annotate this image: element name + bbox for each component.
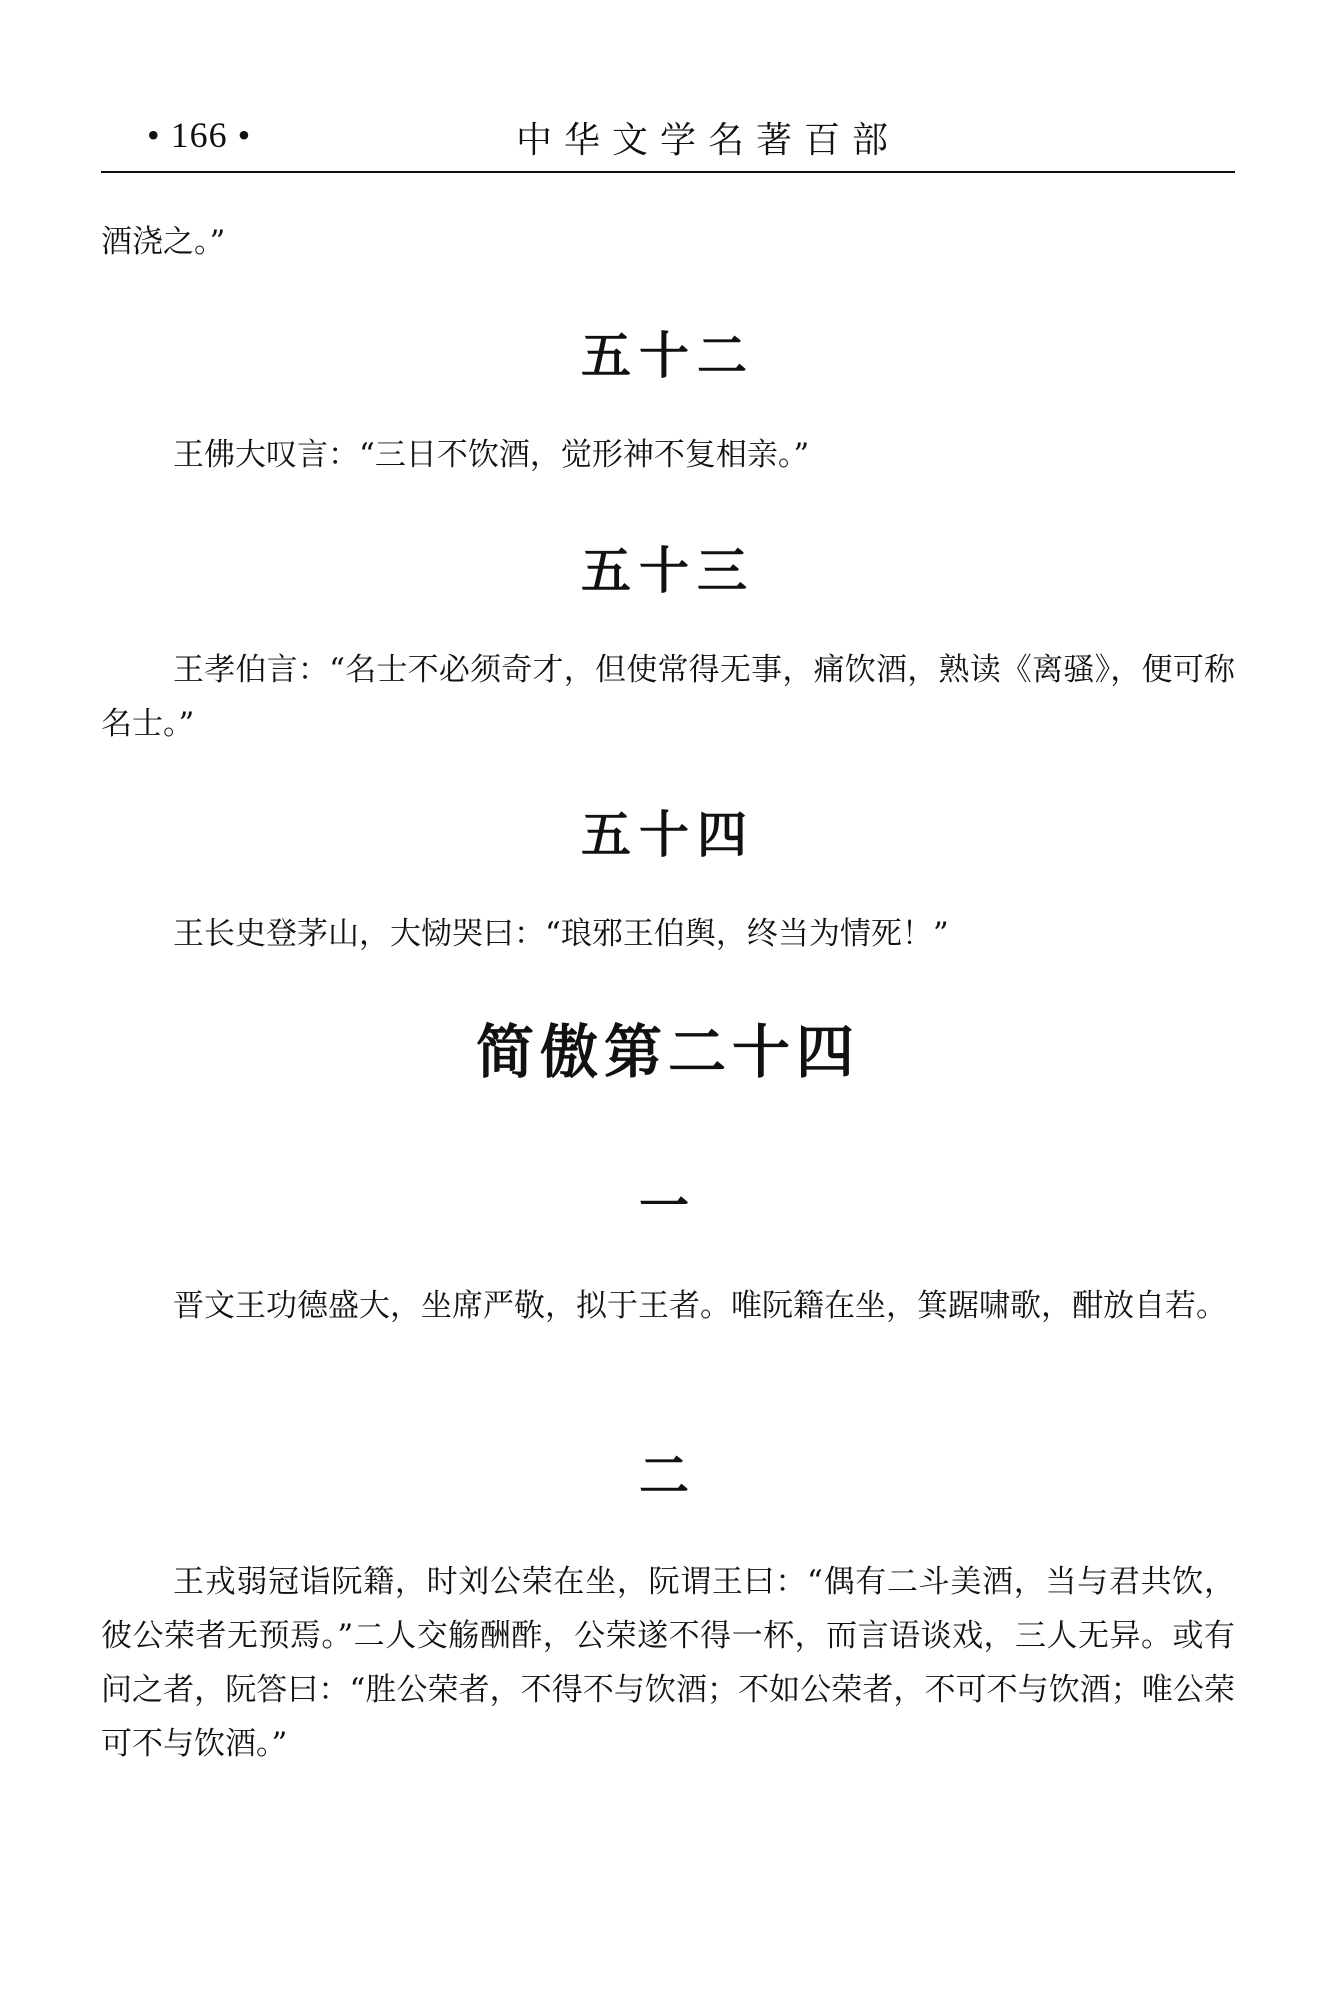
section-paragraph: 晋文王功德盛大，坐席严敬，拟于王者。唯阮籍在坐，箕踞啸歌，酣放自若。 bbox=[173, 1288, 1227, 1324]
running-title: 中华文学名著百部 bbox=[516, 120, 901, 161]
chapter-title: 简傲第二十四 bbox=[475, 1018, 860, 1086]
section-body bbox=[101, 1279, 1235, 1333]
section-body bbox=[101, 643, 1235, 751]
section-paragraph: 王佛大叹言：“三日不饮酒，觉形神不复相亲。” bbox=[173, 437, 810, 473]
page-header bbox=[101, 108, 1235, 170]
section-heading: 一 bbox=[639, 1177, 697, 1235]
section-heading: 五十二 bbox=[581, 327, 755, 385]
section-paragraph: 王戎弱冠诣阮籍，时刘公荣在坐，阮谓王曰：“偶有二斗美酒，当与君共饮，彼公荣者无预焉。”二人交觞酬酢，公荣遂不得一杯，而言语谈戏，三人无异。或有问之者，阮答曰：“胜公荣者，不得不与饮酒；不如公荣者，不可不与饮酒；唯公荣可不与饮酒。” bbox=[101, 1564, 1235, 1762]
section-paragraph: 王长史登茅山，大恸哭曰：“琅邪王伯舆，终当为情死！” bbox=[173, 916, 949, 952]
continuation-text: 酒浇之。” bbox=[101, 224, 226, 260]
section-heading: 五十三 bbox=[581, 542, 755, 600]
section-body bbox=[101, 1555, 1235, 1771]
section-heading: 五十四 bbox=[581, 806, 755, 864]
section-body bbox=[101, 428, 1235, 482]
section-heading: 二 bbox=[639, 1447, 697, 1505]
continuation-block bbox=[101, 215, 1235, 269]
section-body bbox=[101, 907, 1235, 961]
page-number: • 166 • bbox=[147, 115, 252, 155]
header-rule bbox=[101, 171, 1235, 173]
section-paragraph: 王孝伯言：“名士不必须奇才，但使常得无事，痛饮酒，熟读《离骚》，便可称名士。” bbox=[101, 652, 1235, 742]
